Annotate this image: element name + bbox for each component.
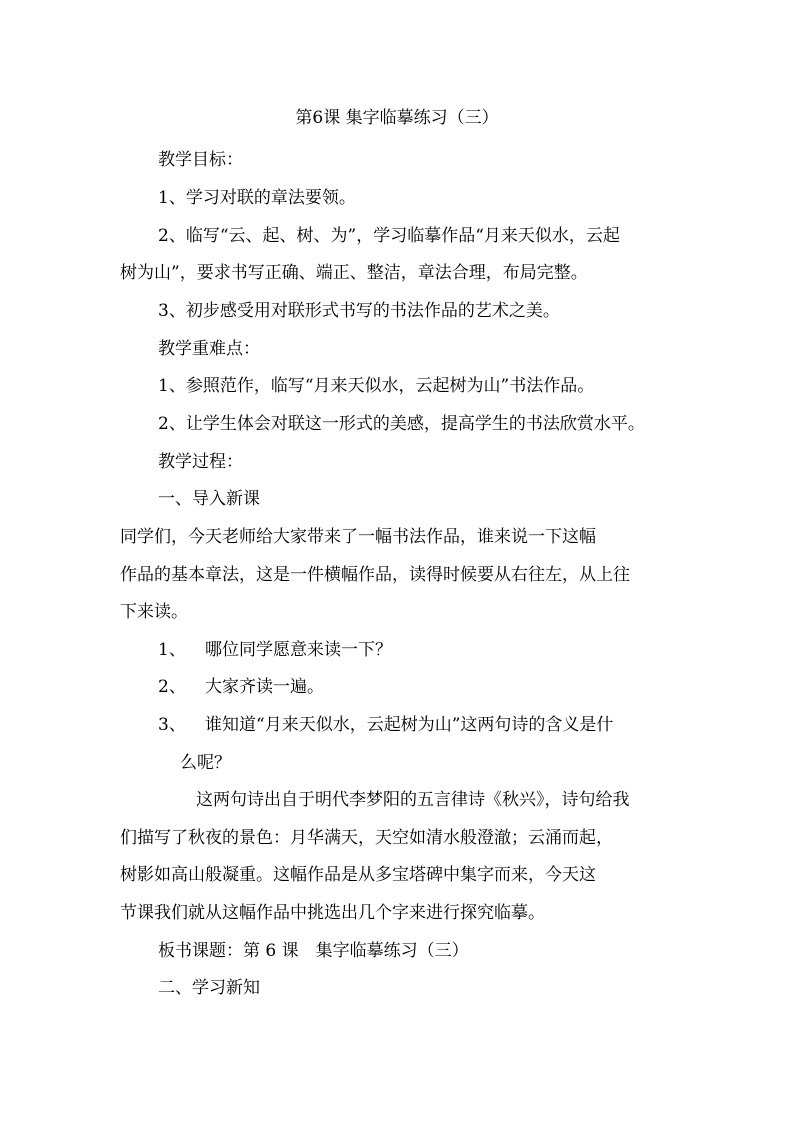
question-text: 哪位同学愿意来读一下？	[205, 640, 392, 660]
board-title: 板书课题：第 6 课 集字临摹练习（三）	[158, 941, 469, 961]
question-text: 谁知道“月来天似水，云起树为山”这两句诗的含义是什	[205, 715, 614, 735]
question-text-continued: 么呢？	[180, 753, 231, 773]
paragraph-line: 树影如高山般凝重。这幅作品是从多宝塔碑中集字而来，今天这	[120, 865, 596, 885]
paragraph-line: 们描写了秋夜的景色：月华满天，天空如清水般澄澈；云涌而起，	[120, 828, 613, 848]
paragraph-line: 作品的基本章法，这是一件横幅作品，读得时候要从右往左，从上往	[120, 565, 630, 585]
question-number: 1、	[158, 640, 186, 660]
objective-line: 2、临写“云、起、树、为”，学习临摹作品“月来天似水，云起	[158, 226, 620, 246]
difficulty-line: 1、参照范作，临写“月来天似水，云起树为山”书法作品。	[158, 376, 595, 396]
section-heading: 一、导入新课	[158, 489, 260, 509]
paragraph-line: 下来读。	[120, 602, 188, 622]
objective-line: 3、初步感受用对联形式书写的书法作品的艺术之美。	[158, 301, 560, 321]
difficulties-heading: 教学重难点：	[158, 339, 260, 359]
page-title: 第6课 集字临摹练习（三）	[295, 108, 499, 128]
objective-line: 树为山”，要求书写正确、端正、整洁，章法合理，布局完整。	[120, 263, 588, 283]
paragraph-line: 节课我们就从这幅作品中挑选出几个字来进行探究临摹。	[120, 903, 545, 923]
section-heading: 二、学习新知	[158, 978, 260, 998]
question-text: 大家齐读一遍。	[205, 677, 324, 697]
question-number: 3、	[158, 715, 186, 735]
paragraph-line: 这两句诗出自于明代李梦阳的五言律诗《秋兴》，诗句给我	[196, 790, 630, 810]
paragraph-line: 同学们，今天老师给大家带来了一幅书法作品，谁来说一下这幅	[120, 527, 596, 547]
question-number: 2、	[158, 677, 186, 697]
process-heading: 教学过程：	[158, 452, 243, 472]
objective-line: 1、学习对联的章法要领。	[158, 188, 356, 208]
difficulty-line: 2、让学生体会对联这一形式的美感，提高学生的书法欣赏水平。	[158, 414, 645, 434]
objectives-heading: 教学目标：	[158, 150, 243, 170]
